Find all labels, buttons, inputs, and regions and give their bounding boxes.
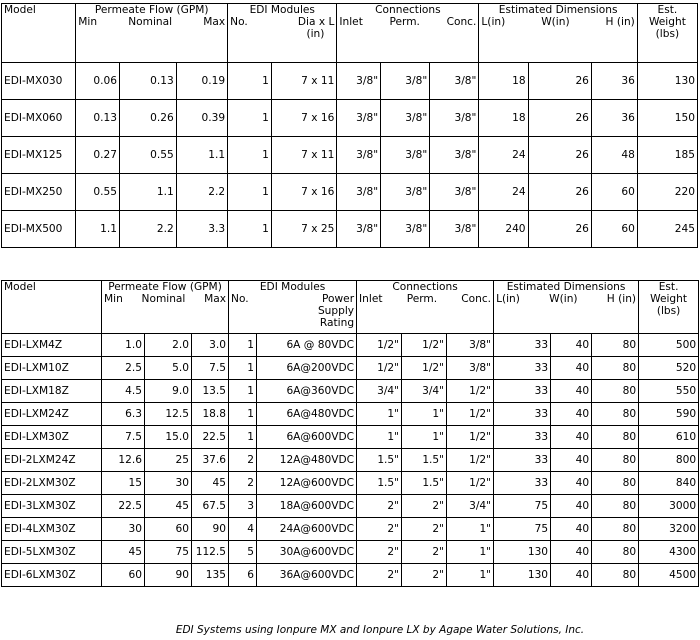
cell-l: 130 <box>494 564 551 587</box>
cell-max: 112.5 <box>192 541 229 564</box>
header-weight <box>639 281 699 334</box>
header-estimated-dimensions <box>479 4 637 63</box>
cell-h: 36 <box>591 100 637 137</box>
header-edi-power-line3: Rating <box>319 317 355 329</box>
cell-inlet: 3/8" <box>337 174 381 211</box>
cell-perm: 1.5" <box>402 449 447 472</box>
cell-min: 4.5 <box>102 380 145 403</box>
cell-max: 2.2 <box>176 174 227 211</box>
cell-min: 0.06 <box>76 63 120 100</box>
cell-no: 3 <box>229 495 257 518</box>
header-dim-h: H (in) <box>606 293 637 305</box>
cell-perm: 3/8" <box>381 137 430 174</box>
cell-conc: 3/8" <box>430 63 479 100</box>
table-row <box>2 211 698 248</box>
cell-w: 26 <box>528 63 591 100</box>
cell-nominal: 90 <box>145 564 192 587</box>
cell-min: 2.5 <box>102 357 145 380</box>
table-row <box>2 426 699 449</box>
cell-power: 6A@360VDC <box>257 380 357 403</box>
cell-perm: 2" <box>402 495 447 518</box>
cell-max: 3.3 <box>176 211 227 248</box>
header-edi-power-line1: Power <box>322 293 355 305</box>
header-conn-conc: Conc. <box>461 293 492 305</box>
cell-max: 1.1 <box>176 137 227 174</box>
cell-no: 1 <box>228 100 272 137</box>
cell-no: 1 <box>228 137 272 174</box>
cell-no: 2 <box>229 449 257 472</box>
header-edi-modules-title: EDI Modules <box>249 4 315 16</box>
cell-model: EDI-LXM24Z <box>2 403 102 426</box>
header-permeate-flow <box>76 4 228 63</box>
cell-min: 12.6 <box>102 449 145 472</box>
cell-nominal: 30 <box>145 472 192 495</box>
header-dim-w: W(in) <box>541 16 570 28</box>
header-pf-min: Min <box>104 293 123 305</box>
cell-power: 24A@600VDC <box>257 518 357 541</box>
header-permeate-flow-title: Permeate Flow (GPM) <box>108 281 222 293</box>
cell-nominal: 0.55 <box>119 137 176 174</box>
cell-l: 33 <box>494 357 551 380</box>
cell-min: 60 <box>102 564 145 587</box>
cell-w: 40 <box>551 472 592 495</box>
cell-weight: 4300 <box>639 541 699 564</box>
cell-no: 1 <box>229 380 257 403</box>
cell-weight: 185 <box>637 137 697 174</box>
header-model: Model <box>2 281 102 334</box>
caption: EDI Systems using Ionpure MX and Ionpure LX by Agape Water Solutions, Inc. <box>175 624 585 636</box>
cell-model: EDI-MX030 <box>2 63 76 100</box>
header-weight-line1: Est. <box>658 281 679 293</box>
cell-max: 22.5 <box>192 426 229 449</box>
cell-model: EDI-5LXM30Z <box>2 541 102 564</box>
cell-power: 18A@600VDC <box>257 495 357 518</box>
cell-inlet: 3/8" <box>337 100 381 137</box>
cell-weight: 610 <box>639 426 699 449</box>
cell-max: 37.6 <box>192 449 229 472</box>
table-header-row <box>2 4 698 63</box>
table-row <box>2 334 699 357</box>
cell-no: 1 <box>228 174 272 211</box>
cell-perm: 3/8" <box>381 211 430 248</box>
header-pf-nominal: Nominal <box>128 16 173 28</box>
cell-max: 0.39 <box>176 100 227 137</box>
cell-model: EDI-4LXM30Z <box>2 518 102 541</box>
cell-conc: 1/2" <box>447 426 494 449</box>
cell-dia: 7 x 16 <box>271 100 337 137</box>
cell-no: 6 <box>229 564 257 587</box>
cell-perm: 3/8" <box>381 174 430 211</box>
cell-no: 1 <box>228 211 272 248</box>
cell-dia: 7 x 11 <box>271 137 337 174</box>
cell-min: 0.27 <box>76 137 120 174</box>
header-connections-title: Connections <box>392 281 458 293</box>
header-pf-min: Min <box>78 16 98 28</box>
cell-weight: 840 <box>639 472 699 495</box>
cell-model: EDI-LXM4Z <box>2 334 102 357</box>
cell-max: 18.8 <box>192 403 229 426</box>
cell-inlet: 1.5" <box>357 472 402 495</box>
cell-nominal: 15.0 <box>145 426 192 449</box>
cell-power: 6A@600VDC <box>257 426 357 449</box>
cell-l: 75 <box>494 495 551 518</box>
cell-h: 80 <box>592 449 639 472</box>
cell-no: 1 <box>229 403 257 426</box>
cell-w: 40 <box>551 449 592 472</box>
header-conn-inlet: Inlet <box>359 293 383 305</box>
header-permeate-flow <box>102 281 229 334</box>
table-header-row <box>2 281 699 334</box>
cell-conc: 1" <box>447 564 494 587</box>
table-row <box>2 518 699 541</box>
cell-max: 135 <box>192 564 229 587</box>
cell-no: 1 <box>228 63 272 100</box>
cell-perm: 2" <box>402 564 447 587</box>
cell-weight: 550 <box>639 380 699 403</box>
cell-perm: 3/4" <box>402 380 447 403</box>
cell-power: 36A@600VDC <box>257 564 357 587</box>
header-dim-l: L(in) <box>496 293 520 305</box>
cell-w: 40 <box>551 403 592 426</box>
cell-min: 0.13 <box>76 100 120 137</box>
table-row <box>2 380 699 403</box>
cell-conc: 3/8" <box>430 211 479 248</box>
table-row <box>2 495 699 518</box>
header-conn-perm: Perm. <box>406 293 438 305</box>
header-connections <box>337 4 479 63</box>
cell-inlet: 3/4" <box>357 380 402 403</box>
cell-conc: 1/2" <box>447 380 494 403</box>
cell-no: 4 <box>229 518 257 541</box>
cell-no: 1 <box>229 426 257 449</box>
cell-l: 240 <box>479 211 528 248</box>
cell-h: 36 <box>591 63 637 100</box>
cell-power: 6A@480VDC <box>257 403 357 426</box>
cell-w: 40 <box>551 426 592 449</box>
cell-nominal: 60 <box>145 518 192 541</box>
cell-l: 75 <box>494 518 551 541</box>
table-row <box>2 541 699 564</box>
cell-min: 45 <box>102 541 145 564</box>
cell-max: 3.0 <box>192 334 229 357</box>
cell-conc: 1/2" <box>447 449 494 472</box>
cell-nominal: 12.5 <box>145 403 192 426</box>
cell-inlet: 3/8" <box>337 63 381 100</box>
cell-conc: 1/2" <box>447 403 494 426</box>
cell-w: 40 <box>551 541 592 564</box>
cell-min: 1.1 <box>76 211 120 248</box>
cell-weight: 3000 <box>639 495 699 518</box>
mx-systems-table <box>1 3 698 248</box>
cell-nominal: 5.0 <box>145 357 192 380</box>
header-permeate-flow-title: Permeate Flow (GPM) <box>94 4 209 16</box>
header-connections <box>357 281 494 334</box>
cell-min: 6.3 <box>102 403 145 426</box>
cell-conc: 3/8" <box>430 174 479 211</box>
cell-perm: 2" <box>402 518 447 541</box>
cell-conc: 3/8" <box>447 357 494 380</box>
cell-perm: 1.5" <box>402 472 447 495</box>
cell-nominal: 0.26 <box>119 100 176 137</box>
cell-model: EDI-LXM10Z <box>2 357 102 380</box>
cell-min: 7.5 <box>102 426 145 449</box>
cell-model: EDI-MX125 <box>2 137 76 174</box>
cell-h: 80 <box>592 472 639 495</box>
cell-weight: 4500 <box>639 564 699 587</box>
header-conn-inlet: Inlet <box>339 16 363 28</box>
header-conn-conc: Conc. <box>446 16 477 28</box>
cell-inlet: 2" <box>357 541 402 564</box>
cell-h: 80 <box>592 334 639 357</box>
cell-w: 26 <box>528 137 591 174</box>
cell-model: EDI-3LXM30Z <box>2 495 102 518</box>
cell-conc: 3/8" <box>447 334 494 357</box>
cell-max: 45 <box>192 472 229 495</box>
header-dims-title: Estimated Dimensions <box>506 281 626 293</box>
cell-w: 26 <box>528 211 591 248</box>
lx-systems-table <box>1 280 699 587</box>
cell-w: 26 <box>528 174 591 211</box>
cell-weight: 800 <box>639 449 699 472</box>
header-conn-perm: Perm. <box>389 16 420 28</box>
header-dims-title: Estimated Dimensions <box>498 4 618 16</box>
header-edi-dia-unit: (in) <box>306 28 325 40</box>
header-edi-modules-title: EDI Modules <box>259 281 326 293</box>
header-edi-modules <box>228 4 337 63</box>
cell-model: EDI-6LXM30Z <box>2 564 102 587</box>
cell-inlet: 3/8" <box>337 137 381 174</box>
header-dim-l: L(in) <box>481 16 506 28</box>
cell-perm: 1/2" <box>402 334 447 357</box>
cell-inlet: 3/8" <box>337 211 381 248</box>
cell-h: 80 <box>592 495 639 518</box>
cell-inlet: 2" <box>357 518 402 541</box>
cell-max: 0.19 <box>176 63 227 100</box>
table-row <box>2 449 699 472</box>
cell-perm: 3/8" <box>381 63 430 100</box>
cell-weight: 500 <box>639 334 699 357</box>
cell-w: 40 <box>551 564 592 587</box>
cell-w: 40 <box>551 334 592 357</box>
cell-w: 40 <box>551 357 592 380</box>
cell-inlet: 2" <box>357 564 402 587</box>
cell-no: 1 <box>229 357 257 380</box>
table-row <box>2 472 699 495</box>
cell-conc: 1/2" <box>447 472 494 495</box>
cell-nominal: 75 <box>145 541 192 564</box>
cell-model: EDI-MX060 <box>2 100 76 137</box>
cell-min: 30 <box>102 518 145 541</box>
cell-min: 15 <box>102 472 145 495</box>
cell-h: 80 <box>592 403 639 426</box>
cell-power: 6A @ 80VDC <box>257 334 357 357</box>
cell-dia: 7 x 25 <box>271 211 337 248</box>
header-pf-max: Max <box>204 293 227 305</box>
cell-inlet: 1/2" <box>357 334 402 357</box>
cell-perm: 3/8" <box>381 100 430 137</box>
cell-l: 24 <box>479 174 528 211</box>
cell-min: 1.0 <box>102 334 145 357</box>
cell-no: 5 <box>229 541 257 564</box>
cell-conc: 3/8" <box>430 100 479 137</box>
cell-perm: 1/2" <box>402 357 447 380</box>
cell-dia: 7 x 16 <box>271 174 337 211</box>
header-edi-no: No. <box>231 293 249 305</box>
cell-l: 18 <box>479 100 528 137</box>
cell-inlet: 1/2" <box>357 357 402 380</box>
cell-nominal: 9.0 <box>145 380 192 403</box>
header-weight-line2: Weight <box>648 16 686 28</box>
cell-nominal: 0.13 <box>119 63 176 100</box>
cell-w: 26 <box>528 100 591 137</box>
cell-max: 13.5 <box>192 380 229 403</box>
cell-l: 33 <box>494 334 551 357</box>
cell-weight: 245 <box>637 211 697 248</box>
cell-h: 80 <box>592 518 639 541</box>
cell-h: 80 <box>592 380 639 403</box>
cell-min: 22.5 <box>102 495 145 518</box>
cell-w: 40 <box>551 495 592 518</box>
header-dim-w: W(in) <box>549 293 578 305</box>
cell-model: EDI-LXM18Z <box>2 380 102 403</box>
cell-nominal: 2.2 <box>119 211 176 248</box>
cell-inlet: 1.5" <box>357 449 402 472</box>
cell-max: 7.5 <box>192 357 229 380</box>
cell-w: 40 <box>551 518 592 541</box>
cell-h: 60 <box>591 174 637 211</box>
cell-conc: 3/4" <box>447 495 494 518</box>
table-row <box>2 357 699 380</box>
table-row <box>2 100 698 137</box>
cell-h: 48 <box>591 137 637 174</box>
cell-conc: 1" <box>447 518 494 541</box>
header-edi-dia: Dia x L <box>297 16 335 28</box>
cell-perm: 1" <box>402 426 447 449</box>
cell-weight: 520 <box>639 357 699 380</box>
header-pf-max: Max <box>203 16 226 28</box>
header-edi-no: No. <box>230 16 248 28</box>
cell-model: EDI-LXM30Z <box>2 426 102 449</box>
cell-max: 90 <box>192 518 229 541</box>
cell-power: 6A@200VDC <box>257 357 357 380</box>
cell-weight: 130 <box>637 63 697 100</box>
cell-perm: 2" <box>402 541 447 564</box>
cell-power: 12A@480VDC <box>257 449 357 472</box>
cell-inlet: 1" <box>357 403 402 426</box>
cell-l: 33 <box>494 426 551 449</box>
cell-no: 1 <box>229 334 257 357</box>
cell-weight: 220 <box>637 174 697 211</box>
cell-perm: 1" <box>402 403 447 426</box>
table-row <box>2 63 698 100</box>
header-pf-nominal: Nominal <box>141 293 186 305</box>
cell-l: 130 <box>494 541 551 564</box>
cell-l: 33 <box>494 449 551 472</box>
cell-no: 2 <box>229 472 257 495</box>
header-weight-line1: Est. <box>657 4 678 16</box>
cell-h: 80 <box>592 357 639 380</box>
cell-min: 0.55 <box>76 174 120 211</box>
table-row <box>2 174 698 211</box>
table-row <box>2 564 699 587</box>
cell-power: 12A@600VDC <box>257 472 357 495</box>
cell-h: 80 <box>592 564 639 587</box>
cell-weight: 150 <box>637 100 697 137</box>
cell-l: 33 <box>494 403 551 426</box>
cell-l: 18 <box>479 63 528 100</box>
table-row <box>2 137 698 174</box>
header-weight-line3: (lbs) <box>655 28 680 40</box>
header-edi-power-line2: Supply <box>317 305 355 317</box>
cell-model: EDI-2LXM30Z <box>2 472 102 495</box>
cell-nominal: 2.0 <box>145 334 192 357</box>
cell-model: EDI-MX500 <box>2 211 76 248</box>
header-weight <box>637 4 697 63</box>
cell-model: EDI-MX250 <box>2 174 76 211</box>
cell-nominal: 1.1 <box>119 174 176 211</box>
header-weight-line3: (lbs) <box>656 305 681 317</box>
cell-h: 80 <box>592 541 639 564</box>
cell-l: 24 <box>479 137 528 174</box>
cell-weight: 3200 <box>639 518 699 541</box>
header-connections-title: Connections <box>375 4 441 16</box>
cell-nominal: 25 <box>145 449 192 472</box>
cell-model: EDI-2LXM24Z <box>2 449 102 472</box>
cell-l: 33 <box>494 380 551 403</box>
cell-power: 30A@600VDC <box>257 541 357 564</box>
cell-dia: 7 x 11 <box>271 63 337 100</box>
cell-h: 60 <box>591 211 637 248</box>
cell-inlet: 1" <box>357 426 402 449</box>
table-row <box>2 403 699 426</box>
cell-inlet: 2" <box>357 495 402 518</box>
cell-h: 80 <box>592 426 639 449</box>
cell-conc: 1" <box>447 541 494 564</box>
cell-nominal: 45 <box>145 495 192 518</box>
header-estimated-dimensions <box>494 281 639 334</box>
header-dim-h: H (in) <box>605 16 635 28</box>
header-weight-line2: Weight <box>650 293 688 305</box>
cell-w: 40 <box>551 380 592 403</box>
header-model: Model <box>2 4 76 63</box>
cell-l: 33 <box>494 472 551 495</box>
cell-conc: 3/8" <box>430 137 479 174</box>
header-edi-modules <box>229 281 357 334</box>
cell-max: 67.5 <box>192 495 229 518</box>
cell-weight: 590 <box>639 403 699 426</box>
